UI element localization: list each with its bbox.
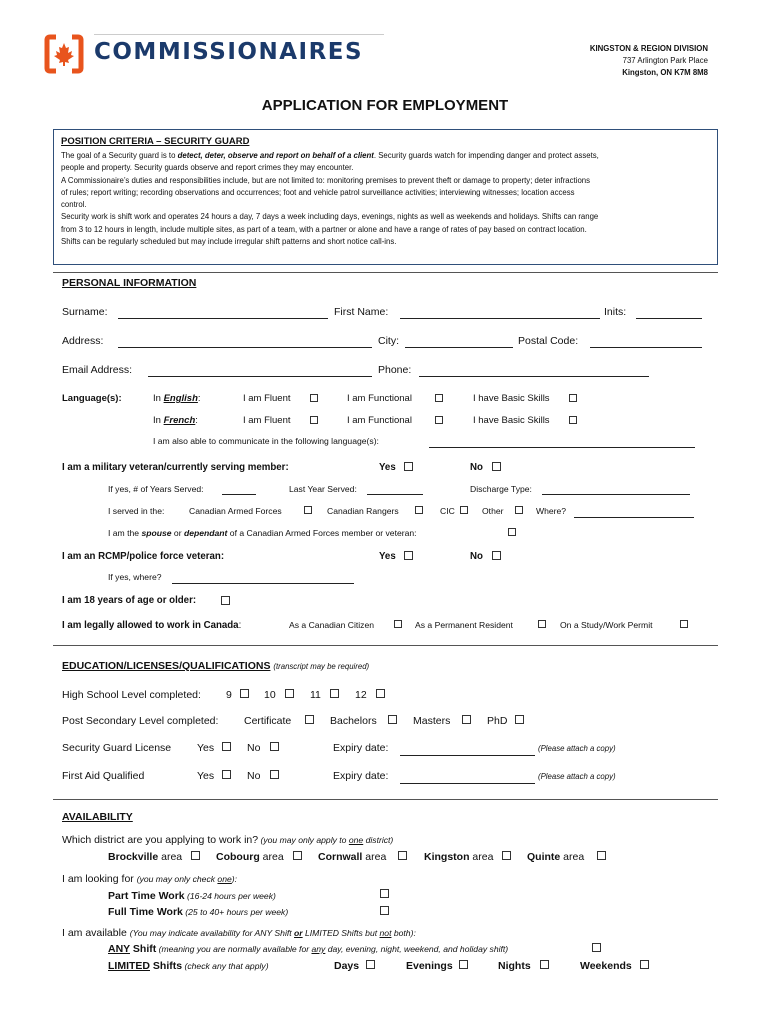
district-kingston xyxy=(424,851,493,863)
cic-checkbox[interactable] xyxy=(460,506,468,514)
masters-checkbox[interactable] xyxy=(462,715,471,724)
discharge-label: Discharge Type: xyxy=(470,484,532,494)
full-time-checkbox[interactable] xyxy=(380,906,389,915)
brockville-label: Brockville xyxy=(108,851,159,863)
looking-for-label xyxy=(62,873,237,885)
days-label: Days xyxy=(334,960,360,972)
veteran-no-checkbox[interactable] xyxy=(492,462,501,471)
license-yes-checkbox[interactable] xyxy=(222,742,231,751)
looking-text: I am looking for xyxy=(62,873,137,885)
full-time-note: (25 to 40+ hours per week) xyxy=(182,907,289,917)
spouse-text-b: spouse xyxy=(141,528,172,538)
spouse-text-a: I am the xyxy=(108,528,142,538)
evenings-label: Evenings xyxy=(406,960,453,972)
looking-note-c: ): xyxy=(231,874,238,884)
permit-checkbox[interactable] xyxy=(680,620,688,628)
limited-note: (check any that apply) xyxy=(182,961,269,971)
postal-code-label: Postal Code: xyxy=(518,335,579,347)
email-field[interactable] xyxy=(148,376,372,377)
address-field[interactable] xyxy=(118,347,372,348)
english-label: English xyxy=(163,393,198,404)
spouse-text-c: or xyxy=(171,528,184,538)
criteria-p3-1: Security work is shift work and operates 24 hours a day, 7 days a week including days, evenings, nights as well as weekends and holidays. Shifts can range xyxy=(61,212,599,222)
legal-label xyxy=(62,620,241,631)
weekends-checkbox[interactable] xyxy=(640,960,649,969)
availability-heading: AVAILABILITY xyxy=(62,811,133,823)
district-cobourg xyxy=(216,851,284,863)
district-question-text: Which district are you applying to work in? xyxy=(62,834,259,846)
rcmp-no-checkbox[interactable] xyxy=(492,551,501,560)
any-shift-label xyxy=(108,943,508,955)
grade-11-checkbox[interactable] xyxy=(330,689,339,698)
spouse-text-e: of a Canadian Armed Forces member or veteran: xyxy=(227,528,417,538)
area-label: area xyxy=(161,851,183,863)
citizen-checkbox[interactable] xyxy=(394,620,402,628)
criteria-p1c: . Security guards watch for impending danger and protect assets, xyxy=(373,151,599,160)
education-heading xyxy=(62,660,369,672)
available-label xyxy=(62,927,416,939)
criteria-p1a: The goal of a Security guard is to xyxy=(61,151,178,160)
last-year-label: Last Year Served: xyxy=(289,484,357,494)
other-language-field[interactable] xyxy=(429,447,695,448)
part-time-checkbox[interactable] xyxy=(380,889,389,898)
city-label: City: xyxy=(378,335,399,347)
commissionaires-maple-leaf-icon xyxy=(44,34,84,74)
spouse-checkbox[interactable] xyxy=(508,528,516,536)
phone-field[interactable] xyxy=(419,376,649,377)
colon: : xyxy=(195,415,198,426)
district-note-a: (you may only apply to xyxy=(258,835,349,845)
district-cornwall xyxy=(318,851,386,863)
grade-12-checkbox[interactable] xyxy=(376,689,385,698)
post-secondary-label: Post Secondary Level completed: xyxy=(62,715,219,727)
veteran-no-label: No xyxy=(470,462,483,473)
any-note-c: day, evening, night, weekend, and holiday shift) xyxy=(325,944,509,954)
criteria-p2-1: A Commissionaire’s duties and responsibilities include, but are not limited to: monitoring premises to prevent theft or damage to property; deter infractions xyxy=(61,175,591,185)
in-label: In xyxy=(153,415,161,426)
division-street: 737 Arlington Park Place xyxy=(622,56,708,65)
nights-checkbox[interactable] xyxy=(540,960,549,969)
inits-field[interactable] xyxy=(636,318,702,319)
where-label: Where? xyxy=(536,506,567,516)
division-name: KINGSTON & REGION DIVISION xyxy=(589,44,708,53)
age-label: I am 18 years of age or older: xyxy=(62,595,197,606)
guard-license-label: Security Guard License xyxy=(62,742,172,754)
first-aid-no-label: No xyxy=(247,770,261,782)
english-basic-checkbox[interactable] xyxy=(569,394,577,402)
criteria-p1d: people and property. Security guards observe and report crimes they may encounter. xyxy=(61,163,354,173)
english-basic-label: I have Basic Skills xyxy=(473,393,550,404)
rangers-checkbox[interactable] xyxy=(415,506,423,514)
first-aid-label: First Aid Qualified xyxy=(62,770,145,782)
logo xyxy=(44,34,384,74)
bachelors-label: Bachelors xyxy=(330,715,377,727)
cobourg-checkbox[interactable] xyxy=(293,851,302,860)
postal-code-field[interactable] xyxy=(590,347,702,348)
masters-label: Masters xyxy=(413,715,451,727)
area-label: area xyxy=(262,851,284,863)
other-service-label: Other xyxy=(482,506,504,516)
part-time-note: (16-24 hours per week) xyxy=(184,891,276,901)
years-served-field[interactable] xyxy=(222,494,256,495)
veteran-yes-label: Yes xyxy=(379,462,396,473)
kingston-label: Kingston xyxy=(424,851,470,863)
district-note-b: one xyxy=(348,835,364,845)
french-label: French xyxy=(163,415,196,426)
any-note-b: any xyxy=(311,944,326,954)
district-quinte xyxy=(527,851,584,863)
spouse-text-d: dependant xyxy=(183,528,228,538)
license-no-label: No xyxy=(247,742,261,754)
criteria-heading: POSITION CRITERIA – SECURITY GUARD xyxy=(61,136,250,147)
phd-checkbox[interactable] xyxy=(515,715,524,724)
permit-label: On a Study/Work Permit xyxy=(560,620,653,630)
first-aid-yes-label: Yes xyxy=(197,770,215,782)
avail-text-e: not xyxy=(379,928,392,938)
quinte-label: Quinte xyxy=(527,851,561,863)
first-aid-no-checkbox[interactable] xyxy=(270,770,279,779)
avail-text-b: (You may indicate availability for ANY Shift xyxy=(129,928,295,938)
rangers-label: Canadian Rangers xyxy=(327,506,399,516)
weekends-label: Weekends xyxy=(580,960,632,972)
days-checkbox[interactable] xyxy=(366,960,375,969)
served-in-label: I served in the: xyxy=(108,506,165,516)
evenings-checkbox[interactable] xyxy=(459,960,468,969)
french-row-label xyxy=(153,415,198,426)
limited-text-b: Shifts xyxy=(150,960,183,972)
phone-label: Phone: xyxy=(378,364,412,376)
spouse-label xyxy=(108,528,417,538)
certificate-label: Certificate xyxy=(244,715,292,727)
french-basic-label: I have Basic Skills xyxy=(473,415,550,426)
district-brockville xyxy=(108,851,182,863)
english-fluent-label: I am Fluent xyxy=(243,393,291,404)
veteran-label: I am a military veteran/currently serving member: xyxy=(62,462,289,473)
license-expiry-label: Expiry date: xyxy=(333,742,389,754)
any-text-a: ANY xyxy=(108,943,130,955)
in-label: In xyxy=(153,393,161,404)
any-text-b: Shift xyxy=(129,943,157,955)
caf-checkbox[interactable] xyxy=(304,506,312,514)
license-expiry-field[interactable] xyxy=(400,755,535,756)
legal-text: I am legally allowed to work in Canada xyxy=(62,620,239,631)
english-fluent-checkbox[interactable] xyxy=(310,394,318,402)
rcmp-no-label: No xyxy=(470,551,483,562)
license-attach-note: (Please attach a copy) xyxy=(538,744,616,753)
phd-label: PhD xyxy=(487,715,508,727)
grade-12-label: 12 xyxy=(355,689,367,701)
french-functional-checkbox[interactable] xyxy=(435,416,443,424)
criteria-p2-2: of rules; report writing; recording observations and occurrences; foot and vehicle patrol surveillance activities; interviewing witnesses; location access xyxy=(61,187,575,197)
district-note-c: district) xyxy=(363,835,394,845)
avail-text-c: or xyxy=(294,928,303,938)
caf-label: Canadian Armed Forces xyxy=(189,506,282,516)
grade-11-label: 11 xyxy=(310,689,321,701)
license-yes-label: Yes xyxy=(197,742,215,754)
cornwall-checkbox[interactable] xyxy=(398,851,407,860)
full-time-text: Full Time Work xyxy=(108,906,183,918)
area-label: area xyxy=(365,851,387,863)
grade-10-label: 10 xyxy=(264,689,276,701)
section-rule xyxy=(53,272,718,273)
area-label: area xyxy=(563,851,585,863)
first-aid-expiry-field[interactable] xyxy=(400,783,535,784)
other-language-label: I am also able to communicate in the following language(s): xyxy=(153,436,379,446)
kingston-checkbox[interactable] xyxy=(502,851,511,860)
license-no-checkbox[interactable] xyxy=(270,742,279,751)
grade-10-checkbox[interactable] xyxy=(285,689,294,698)
french-functional-label: I am Functional xyxy=(347,415,412,426)
avail-text-a: I am available xyxy=(62,927,130,939)
any-note-a: (meaning you are normally available for xyxy=(156,944,312,954)
last-year-field[interactable] xyxy=(367,494,423,495)
english-functional-checkbox[interactable] xyxy=(435,394,443,402)
veteran-yes-checkbox[interactable] xyxy=(404,462,413,471)
age-checkbox[interactable] xyxy=(221,596,230,605)
english-functional-label: I am Functional xyxy=(347,393,412,404)
rcmp-label: I am an RCMP/police force veteran: xyxy=(62,551,225,562)
first-aid-attach-note: (Please attach a copy) xyxy=(538,772,616,781)
grade-9-label: 9 xyxy=(226,689,232,701)
grade-9-checkbox[interactable] xyxy=(240,689,249,698)
surname-label: Surname: xyxy=(62,306,108,318)
part-time-label xyxy=(108,890,276,902)
limited-text-a: LIMITED xyxy=(108,960,150,972)
english-row-label xyxy=(153,393,201,404)
criteria-p3-3: Shifts can be regularly scheduled but may include irregular shift patterns and short notice call-ins. xyxy=(61,237,397,247)
criteria-text xyxy=(61,150,710,248)
personal-heading: PERSONAL INFORMATION xyxy=(62,277,197,289)
criteria-p1b: detect, deter, observe and report on behalf of a client xyxy=(177,151,374,160)
avail-text-f: both): xyxy=(391,928,416,938)
high-school-label: High School Level completed: xyxy=(62,689,201,701)
colon: : xyxy=(238,620,242,631)
resident-checkbox[interactable] xyxy=(538,620,546,628)
full-time-label xyxy=(108,906,288,918)
any-shift-checkbox[interactable] xyxy=(592,943,601,952)
quinte-checkbox[interactable] xyxy=(597,851,606,860)
district-question xyxy=(62,834,393,846)
logo-text: COMMISSIONAIRES xyxy=(94,39,364,65)
discharge-field[interactable] xyxy=(542,494,690,495)
criteria-p3-2: from 3 to 12 hours in length, include multiple sites, as part of a team, with a partner or alone and have a range of rates of pay based on contract location. xyxy=(61,224,587,234)
cobourg-label: Cobourg xyxy=(216,851,260,863)
cic-label: CIC xyxy=(440,506,455,516)
citizen-label: As a Canadian Citizen xyxy=(289,620,375,630)
cornwall-label: Cornwall xyxy=(318,851,363,863)
page-title: APPLICATION FOR EMPLOYMENT xyxy=(261,97,509,114)
city-field[interactable] xyxy=(405,347,513,348)
bachelors-checkbox[interactable] xyxy=(388,715,397,724)
french-fluent-checkbox[interactable] xyxy=(310,416,318,424)
colon: : xyxy=(197,393,201,404)
first-aid-yes-checkbox[interactable] xyxy=(222,770,231,779)
section-rule xyxy=(53,799,718,800)
languages-label: Language(s): xyxy=(62,393,122,404)
years-served-label: If yes, # of Years Served: xyxy=(108,484,204,494)
limited-shift-label xyxy=(108,960,269,972)
education-heading-text: EDUCATION/LICENSES/QUALIFICATIONS xyxy=(62,660,271,672)
surname-field[interactable] xyxy=(118,318,328,319)
first-name-field[interactable] xyxy=(400,318,600,319)
education-note: (transcript may be required) xyxy=(273,662,370,671)
section-rule xyxy=(53,645,718,646)
brockville-checkbox[interactable] xyxy=(191,851,200,860)
division-city: Kingston, ON K7M 8M8 xyxy=(622,68,708,77)
french-fluent-label: I am Fluent xyxy=(243,415,291,426)
resident-label: As a Permanent Resident xyxy=(415,620,513,630)
area-label: area xyxy=(472,851,494,863)
rcmp-where-label: If yes, where? xyxy=(108,572,162,582)
rcmp-where-field[interactable] xyxy=(172,583,354,584)
looking-note-b: one xyxy=(217,874,232,884)
rcmp-yes-label: Yes xyxy=(379,551,396,562)
inits-label: Inits: xyxy=(604,306,627,318)
french-basic-checkbox[interactable] xyxy=(569,416,577,424)
part-time-text: Part Time Work xyxy=(108,890,185,902)
first-name-label: First Name: xyxy=(334,306,389,318)
looking-note-a: (you may only check xyxy=(136,874,218,884)
certificate-checkbox[interactable] xyxy=(305,715,314,724)
avail-text-d: LIMITED Shifts but xyxy=(302,928,380,938)
rcmp-yes-checkbox[interactable] xyxy=(404,551,413,560)
other-service-checkbox[interactable] xyxy=(515,506,523,514)
position-criteria-box xyxy=(53,129,718,265)
first-aid-expiry-label: Expiry date: xyxy=(333,770,389,782)
address-label: Address: xyxy=(62,335,104,347)
email-label: Email Address: xyxy=(62,364,133,376)
where-field[interactable] xyxy=(574,517,694,518)
criteria-p2-3: control. xyxy=(61,200,87,210)
nights-label: Nights xyxy=(498,960,531,972)
